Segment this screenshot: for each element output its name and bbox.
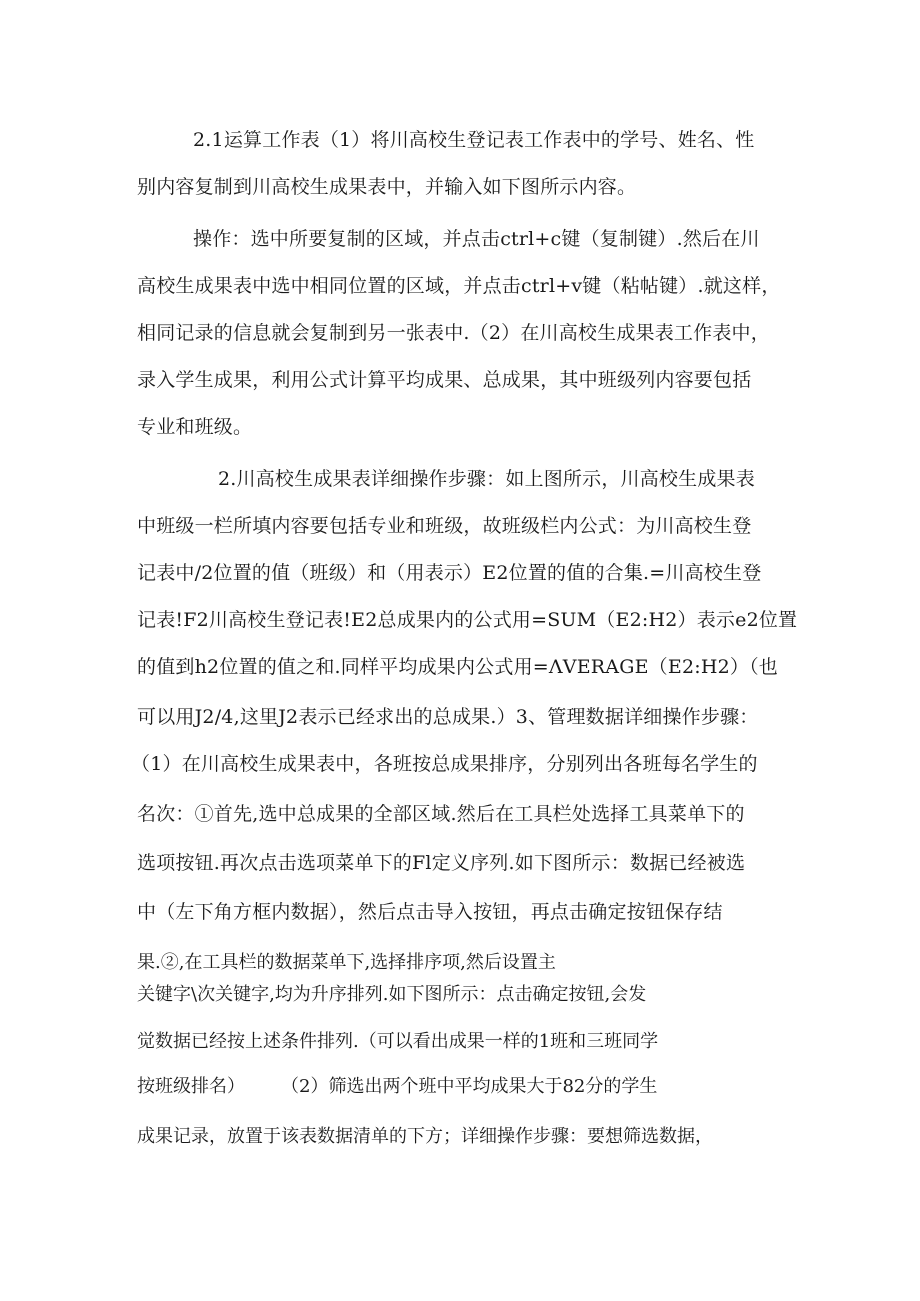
text-line: 觉数据已经按上述条件排列.（可以看出成果一样的1班和三班同学 xyxy=(137,1031,659,1052)
text-line: 记表中/2位置的值（班级）和（用表示）E2位置的值的合集.=川高校生登 xyxy=(137,562,762,584)
text-line: （1）在川高校生成果表中，各班按总成果排序，分别列出各班每名学生的 xyxy=(131,753,758,775)
text-line: 相同记录的信息就会复制到另一张表中.（2）在川高校生成果表工作表中， xyxy=(137,322,770,344)
text-line: 2.川高校生成果表详细操作步骤：如上图所示，川高校生成果表 xyxy=(218,468,755,490)
text-line: 的值到h2位置的值之和.同样平均成果内公式用=ΛVERAGE（E2:H2）（也 xyxy=(137,656,778,678)
text-line: 录入学生成果，利用公式计算平均成果、总成果，其中班级列内容要包括 xyxy=(137,369,752,391)
text-line: 可以用J2/4,这里J2表示已经求出的总成果.）3、管理数据详细操作步骤： xyxy=(137,706,759,728)
text-line: 记表!F2川高校生登记表!E2总成果内的公式用=SUM（E2:H2）表示e2位置 xyxy=(137,609,798,631)
text-line: 成果记录，放置于该表数据清单的下方；详细操作步骤：要想筛选数据， xyxy=(137,1126,713,1147)
text-line: 关键字\次关键字,均为升序排列.如下图所示：点击确定按钮,会发 xyxy=(137,984,647,1005)
text-line: 按班级排名） （2）筛选出两个班中平均成果大于82分的学生 xyxy=(137,1076,658,1097)
text-line: 专业和班级。 xyxy=(137,416,253,438)
text-line: 选项按钮.再次点击选项菜单下的Fl定义序列.如下图所示：数据已经被选 xyxy=(137,852,746,874)
text-line: 2.1运算工作表（1）将川高校生登记表工作表中的学号、姓名、性 xyxy=(193,129,755,151)
text-line: 中班级一栏所填内容要包括专业和班级，故班级栏内公式：为川高校生登 xyxy=(137,515,752,537)
text-line: 操作：选中所要复制的区域，并点击ctrl+c键（复制键）.然后在川 xyxy=(193,228,760,250)
text-line: 中（左下角方框内数据），然后点击导入按钮，再点击确定按钮保存结 xyxy=(137,901,723,923)
text-line: 高校生成果表中选中相同位置的区域，并点击ctrl+v键（粘帖键）.就这样， xyxy=(137,275,781,297)
text-line: 果.②,在工具栏的数据菜单下,选择排序项,然后设置主 xyxy=(137,952,556,973)
text-line: 别内容复制到川高校生成果表中，并输入如下图所示内容。 xyxy=(137,176,637,198)
text-line: 名次：①首先,选中总成果的全部区域.然后在工具栏处选择工具菜单下的 xyxy=(137,803,745,825)
